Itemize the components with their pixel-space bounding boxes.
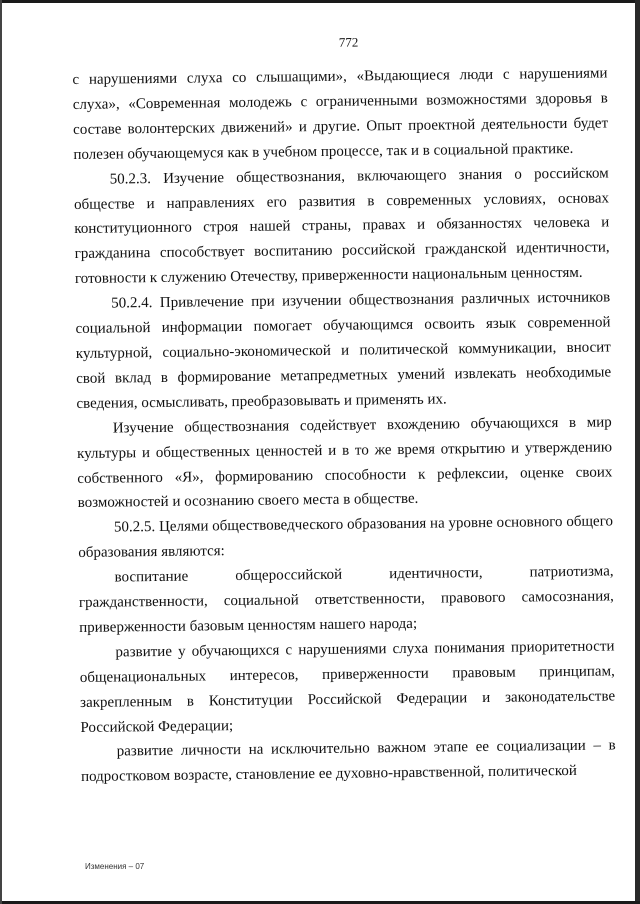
scan-border-right xyxy=(635,0,640,904)
paragraph-50-2-4: 50.2.4. Привлечение при изучении обществознания различных источников социальной информации помогает обучающимся освоить язык современной культурной, социально-экономической и политической коммуникации, вносит свой вклад в формирование метапредметных умений извлекать необходимые сведения, осмысливать, преобразовывать и применять их. xyxy=(75,289,612,412)
goal-item-national-interests: развитие у обучающихся с нарушениями слуха понимания приоритетности общенациональных интересов, приверженности правовым принципам, закрепленным в Конституции Российской Федерации и законодательстве Российской Федерации; xyxy=(79,638,616,736)
paragraph-50-2-3: 50.2.3. Изучение обществознания, включающего знания о российском обществе и направлениях его развития в современных условиях, основах конституционного строя нашей страны, правах и обязанностях человека и гражданина способствует воспитанию российской гражданской идентичности, готовности к служению Отечеству, приверженности национальным ценностям. xyxy=(73,165,610,288)
goal-item-personality: развитие личности на исключительно важном этапе ее социализации – в подростковом возрасте, становление ее духовно-нравственной, политической xyxy=(80,737,616,786)
paragraph-continuation: с нарушениями слуха со слышащими», «Выдающиеся люди с нарушениями слуха», «Современная молодежь с ограниченными возможностями здоровья в составе волонтерских движений» и другие. Опыт проектной деятельности будет полезен обучающемуся как в учебном процессе, так и в социальной практике. xyxy=(72,65,609,163)
scan-border-left xyxy=(0,0,2,904)
paragraph-social-studies: Изучение обществознания содействует вхождению обучающихся в мир культуры и общественных ценностей и в то же время открытию и утверждению собственного «Я», формированию способности к рефлексии, оценке своих возможностей и осознанию своего места в обществе. xyxy=(76,414,613,512)
paragraph-50-2-5: 50.2.5. Целями обществоведческого образования на уровне основного общего образования являются: xyxy=(78,513,614,562)
footer-note: Изменения – 07 xyxy=(85,862,145,871)
document-page xyxy=(72,31,616,790)
page-number: 772 xyxy=(338,34,359,50)
scan-border-top xyxy=(0,0,640,3)
goal-item-identity: воспитание общероссийской идентичности, патриотизма, гражданственности, социальной ответственности, правового самосознания, приверженности базовым ценностям нашего народа; xyxy=(78,563,614,636)
